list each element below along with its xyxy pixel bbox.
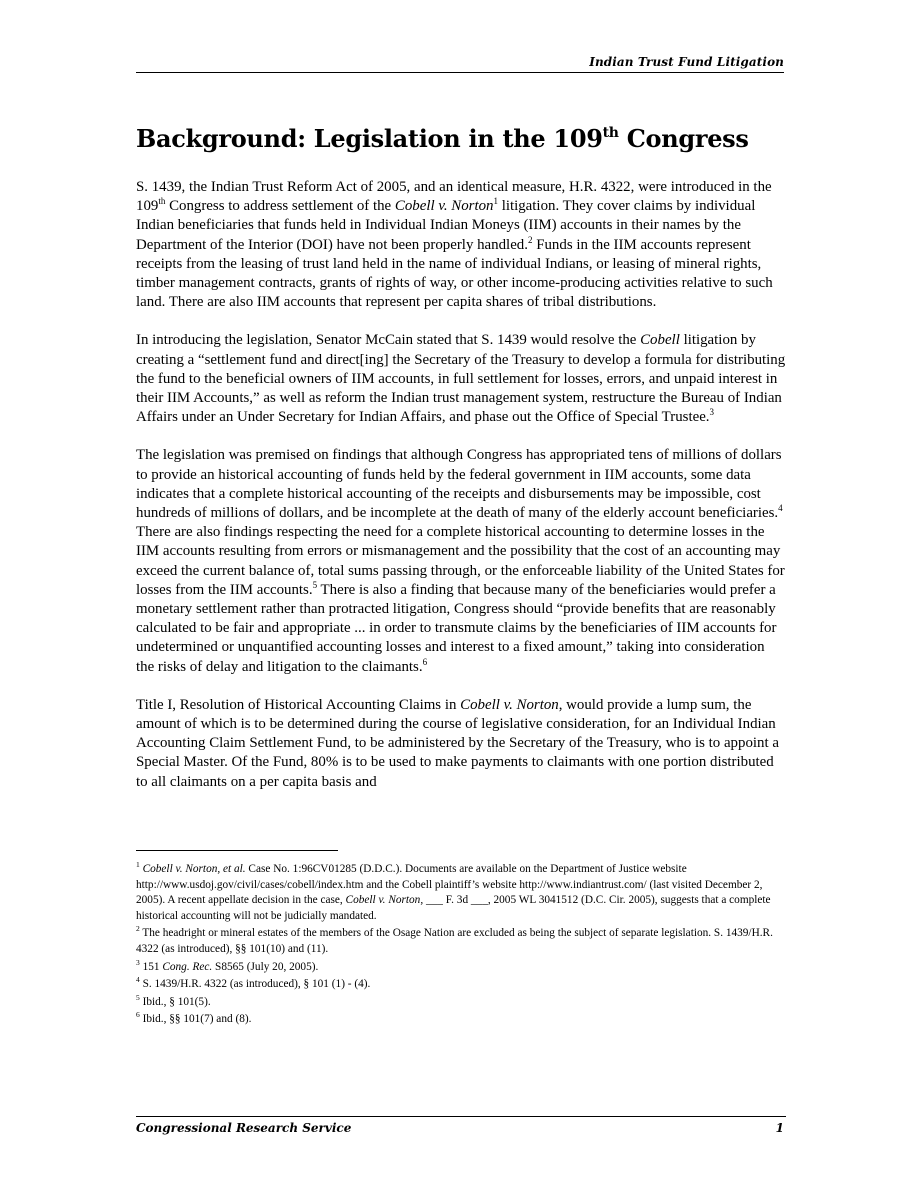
footnote-number: 3 bbox=[136, 957, 140, 967]
paragraph-text: litigation. They cover claims by individual Indian beneficiaries that funds held in Individual Indian Moneys (IIM) accounts in their names by the Department of the Interior (DOI) have not been properly handled. bbox=[136, 198, 756, 253]
footnote-ref-1[interactable]: 1 bbox=[493, 196, 498, 207]
case-name-italic: Cobell bbox=[640, 332, 680, 349]
footnote-text: 151 bbox=[139, 960, 163, 973]
footer-rule bbox=[136, 1116, 786, 1117]
footnote-separator bbox=[136, 850, 338, 851]
heading-tail: Congress bbox=[618, 124, 749, 153]
paragraph-text: Funds in the IIM accounts represent receipts from the leasing of trust land held in the name of individual Indians, or leasing of mineral rights, timber management contracts, grants of rights of way, or other income-producing activities relative to such land. There are also IIM accounts that represent per capita shares of tribal distributions. bbox=[136, 236, 773, 311]
paragraph-2 bbox=[136, 331, 786, 427]
footnotes bbox=[136, 862, 786, 1030]
case-name-italic: Cobell v. Norton, bbox=[345, 894, 424, 907]
paragraph-1 bbox=[136, 178, 786, 312]
case-name-italic: Cobell v. Norton, et al. bbox=[142, 863, 246, 875]
footnote-number: 5 bbox=[136, 992, 140, 1002]
footnote-2 bbox=[136, 926, 786, 957]
paragraph-text: The legislation was premised on findings that although Congress has appropriated tens of millions of dollars to provide an historical accounting of funds held by the federal government in IIM accounts, some data indicates that a complete historical accounting of the receipts and disbursements may be impossible, cost hundreds of millions of dollars, and be incomplete at the death of many of the elderly account beneficiaries. bbox=[136, 447, 782, 522]
footnote-number: 1 bbox=[136, 860, 140, 869]
footnote-6 bbox=[136, 1012, 786, 1028]
footnote-5 bbox=[136, 992, 786, 1011]
heading-superscript: th bbox=[602, 125, 619, 141]
footnote-ref-5[interactable]: 5 bbox=[312, 579, 318, 590]
footnote-text: The headright or mineral estates of the members of the Osage Nation are excluded as being the subject of separate legislation. S. 1439/H.R. 4322 (as introduced), §§ 101(10) and (11). bbox=[136, 927, 773, 955]
footnote-text: ___ F. 3d ___, 2005 WL 3041512 (D.C. Cir. 2005), suggests that a complete historical accounting will not be judicially mandated. bbox=[136, 894, 771, 922]
footnote-text: Ibid., § 101(5). bbox=[139, 995, 211, 1008]
footnote-number: 6 bbox=[136, 1010, 140, 1020]
paragraph-text: litigation by creating a “settlement fund and direct[ing] the Secretary of the Treasury to develop a formula for distributing the fund to the beneficial owners of IIM accounts, in full settlement for losses, errors, and unpaid interest in their IIM Accounts,” as well as reform the Indian trust management system, restructure the Bureau of Indian Affairs under an Under Secretary for Indian Affairs, and phase out the Office of Special Trustee. bbox=[136, 332, 786, 426]
section-heading bbox=[136, 124, 749, 153]
footnote-number: 4 bbox=[136, 975, 140, 985]
footnote-ref-2[interactable]: 2 bbox=[527, 234, 533, 245]
journal-name-italic: Cong. Rec. bbox=[162, 960, 213, 973]
paragraph-text: In introducing the legislation, Senator McCain stated that S. 1439 would resolve the bbox=[136, 332, 641, 349]
heading-main: Background: Legislation in the 109 bbox=[136, 124, 603, 153]
footnote-4 bbox=[136, 977, 786, 993]
footnote-ref-3[interactable]: 3 bbox=[709, 407, 715, 418]
footnote-3 bbox=[136, 957, 786, 976]
footnote-ref-4[interactable]: 4 bbox=[778, 503, 783, 514]
paragraph-3 bbox=[136, 446, 786, 676]
footnote-text: S. 1439/H.R. 4322 (as introduced), § 101 (1) - (4). bbox=[139, 978, 371, 991]
page-number: 1 bbox=[775, 1121, 784, 1135]
header-rule bbox=[136, 72, 784, 73]
footnote-number: 2 bbox=[136, 924, 140, 934]
case-name-italic: Cobell v. Norton bbox=[394, 198, 494, 215]
paragraph-4 bbox=[136, 696, 786, 792]
footnote-text: Case No. 1:96CV01285 (D.D.C.). Documents are available on the Department of Justice website http://www.usdoj.gov/civil/cases/cobell/index.htm and the Cobell plaintiff’s website http://www.indiantrust.com/ (last visited December 2, 2005). A recent appellate decision in the case, bbox=[136, 863, 763, 907]
paragraph-text: Congress to address settlement of the bbox=[165, 198, 395, 215]
paragraph-text: S. 1439, the Indian Trust Reform Act of 2005, and an identical measure, H.R. 4322, were introduced in the 109 bbox=[136, 179, 772, 215]
footnote-text: S8565 (July 20, 2005). bbox=[212, 960, 319, 973]
paragraph-text: There is also a finding that because many of the beneficiaries would prefer a monetary settlement rather than protracted litigation, Congress should “provide benefits that are reasonably calculated to be fair and appropriate ... in order to transmute claims by the beneficiaries of IIM accounts for undetermined or unquantified accounting losses and interest to a fixed amount,” taking into consideration the risks of delay and litigation to the claimants. bbox=[136, 581, 777, 675]
body-text bbox=[136, 178, 786, 811]
footnote-ref-6[interactable]: 6 bbox=[422, 656, 428, 667]
paragraph-text: Title I, Resolution of Historical Accounting Claims in bbox=[136, 696, 461, 713]
footnote-text: Ibid., §§ 101(7) and (8). bbox=[139, 1013, 252, 1026]
paragraph-text: There are also findings respecting the need for a complete historical accounting to determine losses in the IIM accounts resulting from errors or mismanagement and the possibility that the cost of an accounting may exceed the current balance of, total sums passing through, or the enforceable liability of the United States for losses from the IIM accounts. bbox=[136, 524, 785, 598]
running-header-title: Indian Trust Fund Litigation bbox=[589, 55, 784, 69]
case-name-italic: Cobell v. Norton bbox=[460, 696, 559, 713]
paragraph-text: , would provide a lump sum, the amount of which is to be determined during the course of legislative consideration, for an Individual Indian Accounting Claim Settlement Fund, to be administered by the Secretary of the Treasury, who is to appoint a Special Master. Of the Fund, 80% is to be used to make payments to claimants with one portion distributed to all claimants on a per capita basis and bbox=[136, 696, 779, 790]
ordinal-superscript: th bbox=[158, 196, 166, 207]
footnote-1 bbox=[136, 862, 786, 924]
footer-publisher: Congressional Research Service bbox=[136, 1121, 352, 1135]
